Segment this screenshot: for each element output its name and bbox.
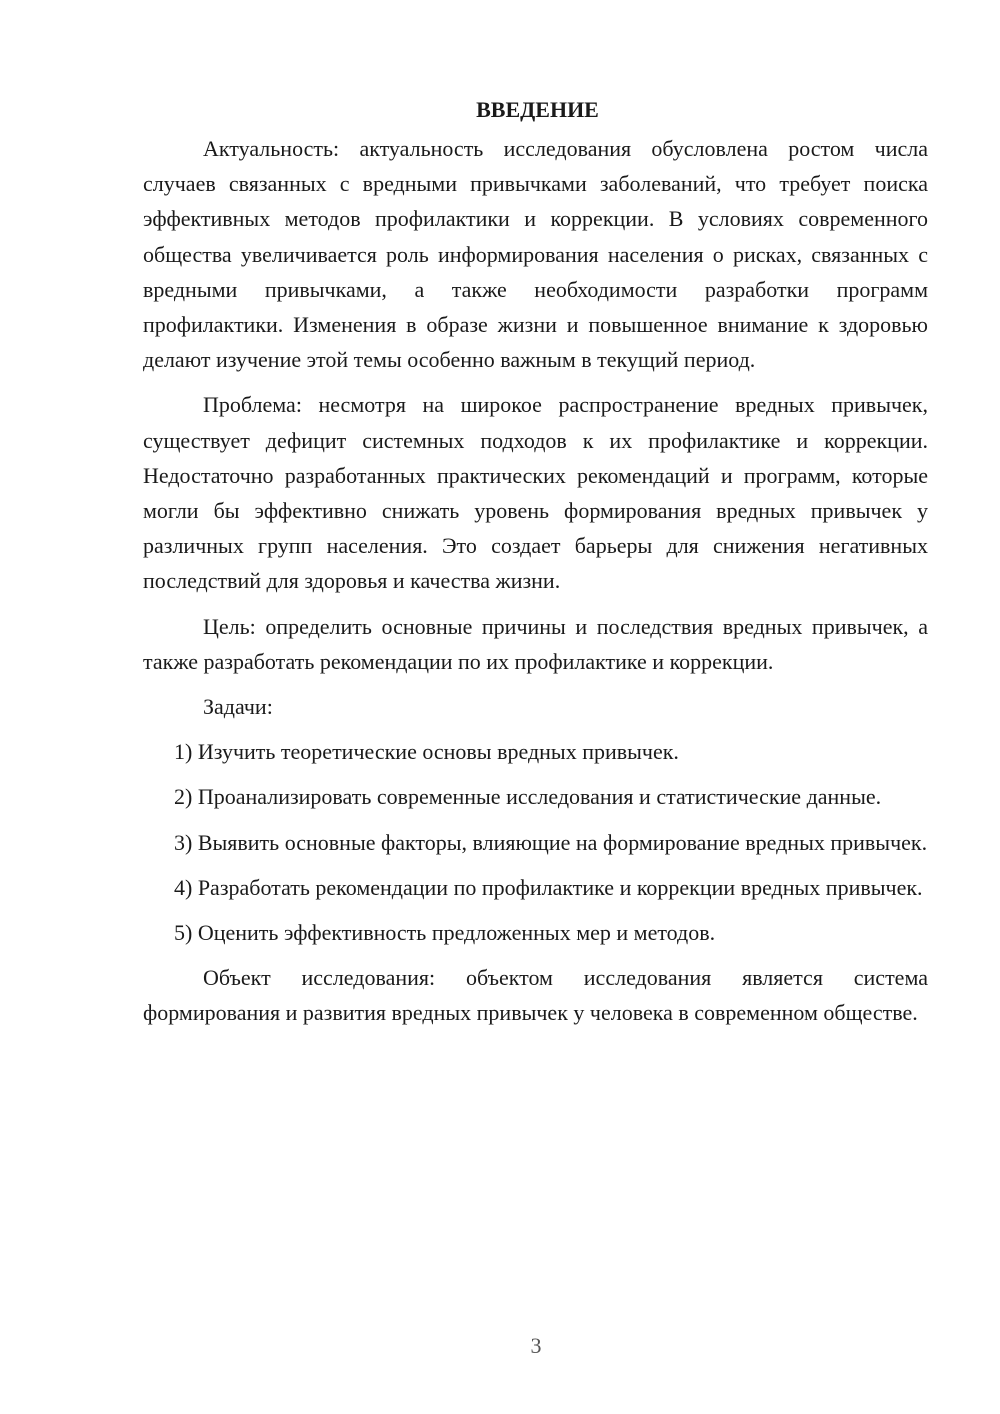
list-item: 2) Проанализировать современные исследования и статистические данные. (174, 784, 882, 810)
list-item: 3) Выявить основные факторы, влияющие на формирование вредных привычек. (174, 829, 928, 855)
page-title: ВВЕДЕНИЕ (476, 97, 599, 122)
page-number: 3 (530, 1333, 542, 1358)
relevance-paragraph: Актуальность: актуальность исследования обусловлена ростом числа случаев связанных с вредными привычками заболеваний, что требует поиска эффективных методов профилактики и коррекции. В условиях современного общества увеличивается роль информирования населения о рисках, связанных с вредными привычками, а также необходимости разработки программ профилактики. Изменения в образе жизни и повышенное внимание к здоровью делают изучение этой темы особенно важным в текущий период. (143, 136, 928, 373)
problem-paragraph: Проблема: несмотря на широкое распространение вредных привычек, существует дефицит системных подходов к их профилактике и коррекции. Недостаточно разработанных практических рекомендаций и программ, которые могли бы эффективно снижать уровень формирования вредных привычек у различных групп населения. Это создает барьеры для снижения негативных последствий для здоровья и качества жизни. (143, 392, 928, 594)
tasks-list (143, 734, 928, 950)
object-paragraph: Объект исследования: объектом исследования является система формирования и развития вредных привычек у человека в современном обществе. (143, 965, 928, 1026)
goal-paragraph: Цель: определить основные причины и последствия вредных привычек, а также разработать рекомендации по их профилактике и коррекции. (143, 613, 928, 674)
list-item: 5) Оценить эффективность предложенных мер и методов. (174, 920, 716, 946)
list-item: 4) Разработать рекомендации по профилактике и коррекции вредных привычек. (174, 874, 923, 900)
list-item: 1) Изучить теоретические основы вредных привычек. (174, 739, 679, 765)
tasks-heading: Задачи: (203, 694, 273, 720)
document-page (143, 92, 928, 1041)
